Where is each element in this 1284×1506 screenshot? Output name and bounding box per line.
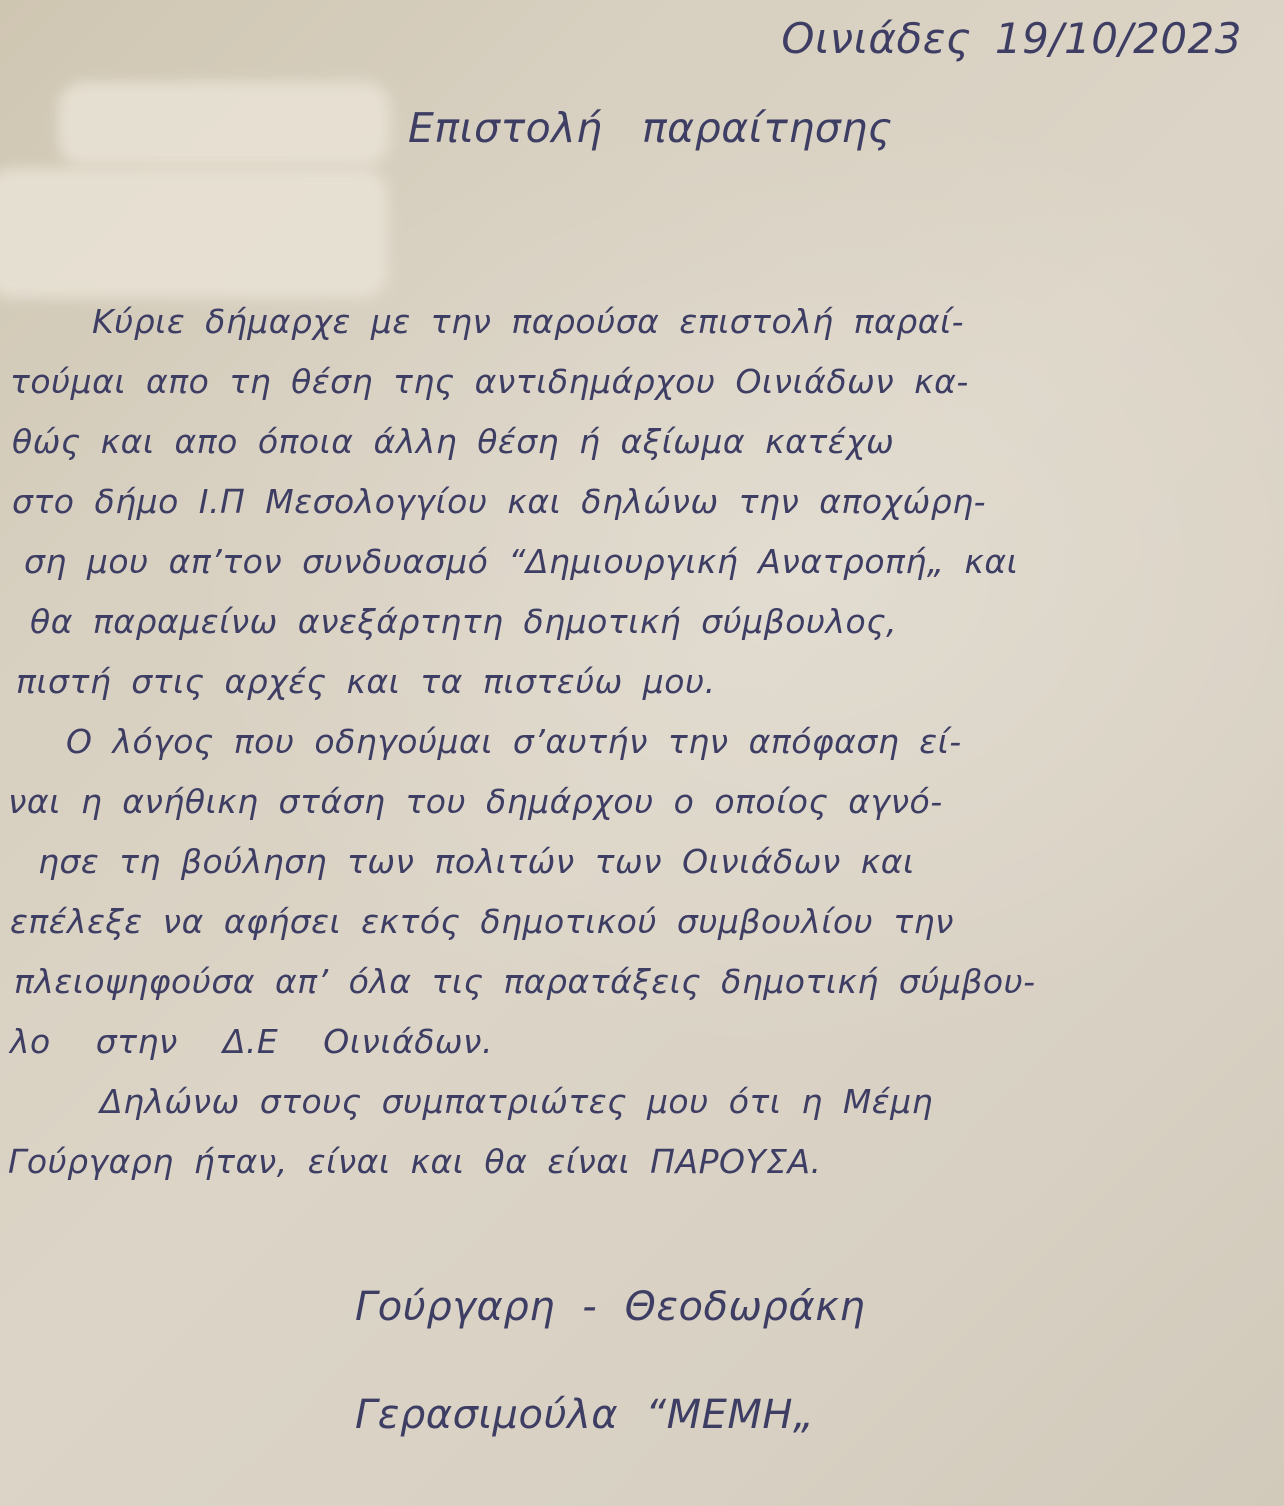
body-line: Ο λόγος που οδηγούμαι σ’αυτήν την απόφαση εί- <box>66 722 962 761</box>
signature-name: Γούργαρη - Θεοδωράκη <box>355 1284 866 1330</box>
body-line: στο δήμο Ι.Π Μεσολογγίου και δηλώνω την αποχώρη- <box>12 482 987 521</box>
signature-nickname: Γερασιμούλα “ΜΕΜΗ„ <box>355 1392 815 1438</box>
body-line: ησε τη βούληση των πολιτών των Οινιάδων και <box>38 842 915 881</box>
letter-body <box>8 292 1280 1192</box>
date-line: Οινιάδες 19/10/2023 <box>781 14 1242 63</box>
body-line: τούμαι απο τη θέση της αντιδημάρχου Οινιάδων κα- <box>10 362 969 401</box>
body-line: πλειοψηφούσα απ’ όλα τις παρατάξεις δημοτική σύμβου- <box>14 962 1036 1001</box>
body-line: θα παραμείνω ανεξάρτητη δημοτική σύμβουλος, <box>30 602 898 641</box>
redacted-area-bottom <box>0 168 388 298</box>
body-line: Κύριε δήμαρχε με την παρούσα επιστολή παραί- <box>92 302 965 341</box>
page-title: Επιστολή παραίτησης <box>408 104 893 152</box>
signature-block <box>355 1284 865 1438</box>
body-line: πιστή στις αρχές και τα πιστεύω μου. <box>16 662 716 701</box>
body-line: Δηλώνω στους συμπατριώτες μου ότι η Μέμη <box>100 1082 934 1121</box>
body-line: ναι η ανήθικη στάση του δημάρχου ο οποίος αγνό- <box>8 782 943 821</box>
redacted-area-top <box>58 82 390 166</box>
body-line: ση μου απ’τον συνδυασμό “Δημιουργική Ανατροπή„ και <box>24 542 1019 581</box>
body-line: επέλεξε να αφήσει εκτός δημοτικού συμβουλίου την <box>10 902 954 941</box>
body-line: θώς και απο όποια άλλη θέση ή αξίωμα κατέχω <box>12 422 895 461</box>
body-line: λο στην Δ.Ε Οινιάδων. <box>10 1022 493 1061</box>
body-line: Γούργαρη ήταν, είναι και θα είναι ΠΑΡΟΥΣΑ. <box>8 1142 822 1181</box>
